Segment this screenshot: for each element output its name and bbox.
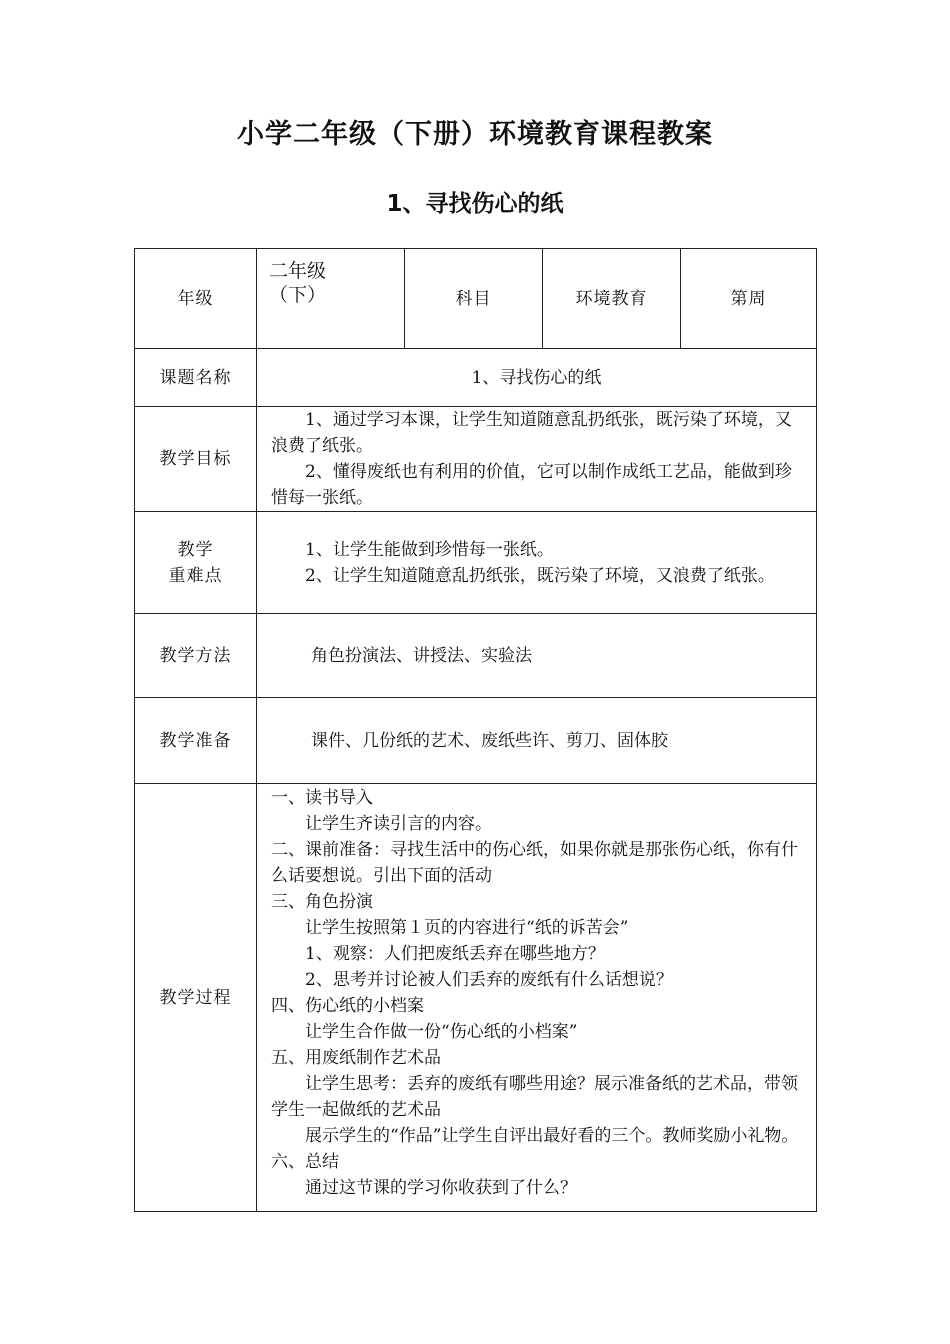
preparation-label: 教学准备 [135,698,257,784]
process-lines [257,784,816,1210]
lesson-plan-table [134,248,817,1212]
row-methods [135,614,817,698]
topic-label: 课题名称 [135,349,257,407]
grade-value-line1: 二年级 [269,260,327,282]
row-preparation [135,698,817,784]
grade-value [257,249,405,349]
lesson-heading: 1、寻找伤心的纸 [386,191,564,217]
row-topic [135,349,817,407]
key-point-item-2: 2、让学生知道随意乱扔纸张，既污染了环境，又浪费了纸张。 [305,565,775,586]
subject-label: 科目 [405,249,543,349]
key-points-label-line1: 教学 [177,539,214,560]
goal-item-1: 1、通过学习本课，让学生知道随意乱扔纸张，既污染了环境，又浪费了纸张。 [271,410,792,456]
grade-value-line2: （下） [269,284,327,306]
process-line: 让学生按照第１页的内容进行“纸的诉苦会” [305,918,629,938]
key-point-item-1: 1、让学生能做到珍惜每一张纸。 [305,539,554,560]
process-line: 2、思考并讨论被人们丢弃的废纸有什么话想说？ [305,970,673,990]
document-title: 小学二年级（下册）环境教育课程教案 [237,119,713,150]
process-content [257,784,817,1212]
methods-value: 角色扮演法、讲授法、实验法 [311,645,532,666]
grade-label: 年级 [135,249,257,349]
process-line: 三、角色扮演 [271,892,373,912]
process-line: 让学生齐读引言的内容。 [305,814,492,834]
row-goals [135,407,817,512]
process-line: 四、伤心纸的小档案 [271,996,424,1016]
process-line: 1、观察：人们把废纸丢弃在哪些地方？ [305,944,605,964]
process-line: 六、总结 [271,1152,339,1172]
process-line: 一、读书导入 [271,788,373,808]
row-process [135,784,817,1212]
methods-value-cell [257,614,817,698]
process-label: 教学过程 [135,784,257,1212]
process-line: 二、课前准备：寻找生活中的伤心纸，如果你就是那张伤心纸，你有什么话要想说。引出下面的活动 [271,840,798,886]
preparation-value: 课件、几份纸的艺术、废纸些许、剪刀、固体胶 [311,730,668,751]
goals-label: 教学目标 [135,407,257,512]
row-grade [135,249,817,349]
key-points-label-line2: 重难点 [168,565,223,586]
process-line: 让学生合作做一份“伤心纸的小档案” [305,1022,578,1042]
topic-value: 1、寻找伤心的纸 [257,349,817,407]
key-points-content [257,512,817,614]
goals-content [257,407,817,512]
process-line: 通过这节课的学习你收获到了什么？ [305,1178,577,1198]
goal-item-2: 2、懂得废纸也有利用的价值，它可以制作成纸工艺品，能做到珍惜每一张纸。 [271,462,792,508]
preparation-value-cell [257,698,817,784]
subject-value: 环境教育 [543,249,681,349]
key-points-label [135,512,257,614]
process-line: 让学生思考：丢弃的废纸有哪些用途？展示准备纸的艺术品，带领学生一起做纸的艺术品 [271,1074,798,1120]
row-key-points [135,512,817,614]
process-line: 五、用废纸制作艺术品 [271,1048,441,1068]
methods-label: 教学方法 [135,614,257,698]
process-line: 展示学生的“作品”让学生自评出最好看的三个。教师奖励小礼物。 [305,1126,799,1146]
week-label: 第周 [681,249,817,349]
